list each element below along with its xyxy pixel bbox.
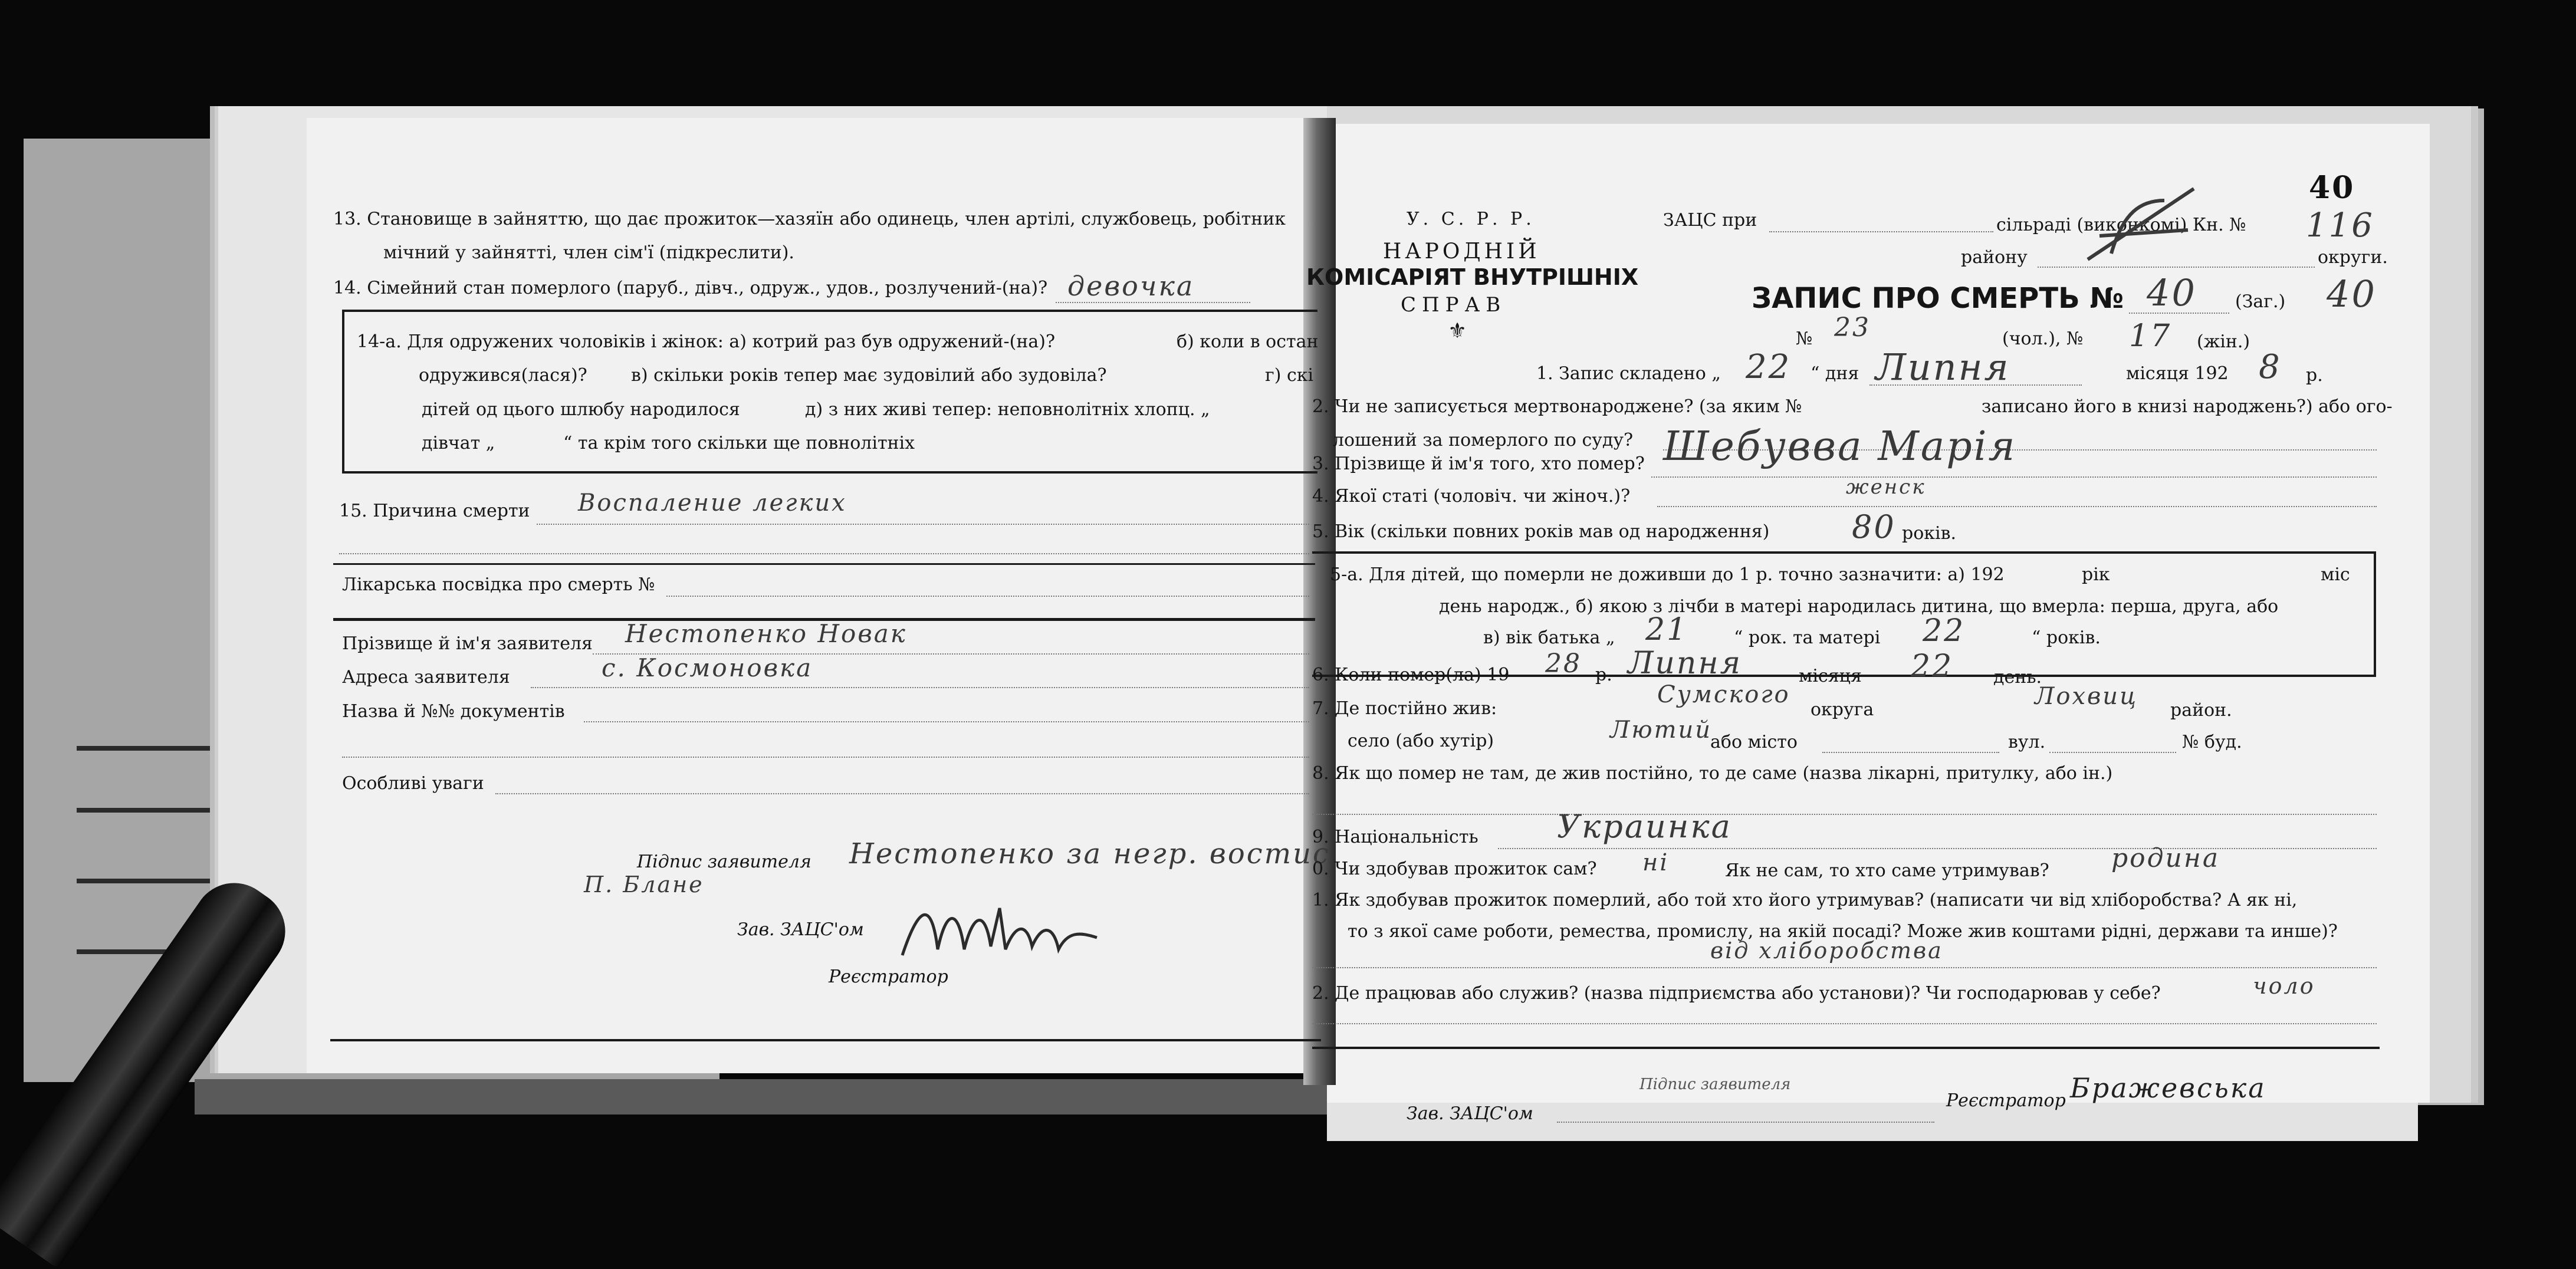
q15-label: 15. Причина смерти <box>339 501 530 521</box>
state-header: У. С. Р. Р. <box>1407 209 1535 229</box>
ministry-line2: КОМІСАРІЯТ ВНУТРІШНІХ <box>1306 264 1639 290</box>
zhin-value: 17 <box>2129 318 2172 354</box>
q1-month-label: місяця 192 <box>2126 363 2229 384</box>
q7-okrug-label: округа <box>1811 699 1874 720</box>
q5a-line3b: “ рок. та матері <box>1734 627 1881 648</box>
q2-line1: 2. Чи не записується мертвонароджене? (за яким № <box>1312 396 1802 417</box>
registrar-label: Реєстратор <box>829 966 948 987</box>
q14a-line1b: б) коли в остан <box>1177 331 1319 352</box>
book-number: 116 <box>2306 206 2374 245</box>
q8-label: 8. Як що помер не там, де жив постійно, то де саме (назва лікарні, притулку, або ін.) <box>1312 763 2113 784</box>
q7-rayon-label: район. <box>2170 700 2232 721</box>
q7b-street-label: вул. <box>2008 732 2046 752</box>
zag-value: 40 <box>2327 272 2377 315</box>
ministry-line1: НАРОДНІЙ <box>1383 239 1540 264</box>
q14a-line4: дівчат „ <box>422 433 495 453</box>
ministry-line3: СПРАВ <box>1401 293 1507 317</box>
q5-suffix: років. <box>1902 523 1957 544</box>
q6-day-label: день. <box>1993 667 2042 688</box>
q1-day-label: “ дня <box>1811 363 1859 384</box>
q11-line1: 1. Як здобував прожиток померлий, або той хто його утримував? (написати чи від хліборобства? А як ні, <box>1312 890 2298 910</box>
q7b-house-label: № буд. <box>2182 732 2242 752</box>
zhin-label: (жін.) <box>2197 331 2250 352</box>
q14a-line2c: г) скі <box>1265 365 1314 386</box>
q14a-line2b: в) скільки років тепер має зудовілий або зудовіла? <box>631 365 1107 386</box>
q7-rayon-value: Лохвиц <box>2035 683 2138 710</box>
applicant-name-value: Нестопенко Новак <box>625 619 907 648</box>
q7b-label: село (або хутір) <box>1348 731 1494 751</box>
q5a-mother: 22 <box>1923 613 1966 649</box>
chol-label: (чол.), № <box>2002 328 2084 349</box>
q6-year: 28 <box>1545 649 1582 679</box>
q14-label: 14. Сімейний стан померлого (паруб., дівч., одруж., удов., розлучений-(на)? <box>333 278 1048 298</box>
sign-applicant-label: Підпис заявителя <box>637 852 811 872</box>
chol-value: 23 <box>1834 313 1871 343</box>
record-title: ЗАПИС ПРО СМЕРТЬ № <box>1752 282 2124 315</box>
applicant-addr-value: с. Космоновка <box>602 653 813 682</box>
q6-year-suffix: р. <box>1595 665 1612 685</box>
zag-label: (Заг.) <box>2235 291 2286 312</box>
q4-label: 4. Якої статі (чоловіч. чи жіноч.)? <box>1312 486 1631 507</box>
selrada-label: сільраді (виконкомі) Кн. № <box>1996 215 2246 235</box>
record-number: 40 <box>2147 271 2197 314</box>
sign-witness: П. Блане <box>584 872 704 897</box>
documents-label: Назва й №№ документів <box>342 701 565 722</box>
q6-month: Липня <box>1628 646 1743 681</box>
okrug-label: округи. <box>2318 247 2388 268</box>
q5a-line1c: міс <box>2321 564 2350 585</box>
q12-value: чоло <box>2253 973 2315 999</box>
q5a-line3: в) вік батька „ <box>1483 627 1615 648</box>
q5a-line3c: “ років. <box>2032 627 2101 648</box>
cover-edge <box>195 1079 1421 1115</box>
q14a-line1: 14-а. Для одружених чоловіків і жінок: а) котрий раз був одружений-(на)? <box>357 331 1056 352</box>
q9-label: 9. Національність <box>1312 827 1478 847</box>
head-label: Зав. ЗАЦС'ом <box>737 919 864 940</box>
q6-month-label: місяця <box>1799 666 1862 686</box>
q2-line2: лошений за померлого по суду? <box>1333 430 1634 451</box>
q7-okrug-value: Сумского <box>1657 681 1790 708</box>
q5-value: 80 <box>1852 508 1896 545</box>
q12-label: 2. Де працював або служив? (назва підприємства або установи)? Чи господарював у себе? <box>1312 983 2161 1004</box>
q14a-line3b: д) з них живі тепер: неповнолітніх хлопц. „ <box>805 399 1210 420</box>
bottom-registrar-label: Реєстратор <box>1946 1090 2066 1111</box>
crossed-number-mark <box>2076 177 2206 271</box>
q1-year-suffix: р. <box>2306 365 2323 386</box>
q3-value: Шебувва Марія <box>1663 423 2017 470</box>
q13-line1: 13. Становище в зайняттю, що дає прожиток—хазяїн або одинець, член артілі, службовець, робітник <box>333 209 1286 229</box>
bottom-head-label: Зав. ЗАЦС'ом <box>1407 1103 1533 1124</box>
applicant-addr-label: Адреса заявителя <box>342 667 510 688</box>
q10-label: 0. Чи здобував прожиток сам? <box>1312 859 1597 879</box>
q14a-line3: дітей од цього шлюбу народилося <box>422 399 740 420</box>
q1-month: Липня <box>1875 346 2010 389</box>
bottom-registrar-sign: Бражевська <box>2070 1072 2266 1104</box>
bottom-under-label: Підпис заявителя <box>1639 1076 1791 1093</box>
q4-value: женск <box>1846 475 1926 499</box>
q14a-line2: одружився(лася)? <box>419 365 587 386</box>
q5-label: 5. Вік (скільки повних років мав од народження) <box>1312 521 1770 542</box>
q14-value: девочка <box>1067 270 1195 302</box>
emblem-icon: ⚜ <box>1448 319 1467 343</box>
q7b-city-label: або місто <box>1710 732 1798 752</box>
q1-year: 8 <box>2259 348 2282 386</box>
q10-value: ні <box>1642 849 1670 876</box>
q14a-line4b: “ та крім того скільки ще повнолітніх <box>563 433 915 453</box>
q7b-value: Лютий <box>1610 716 1713 744</box>
q5a-father: 21 <box>1645 612 1688 647</box>
q5a-line1: 5-а. Для дітей, що померли не доживши до 1 р. точно зазначити: а) 192 <box>1330 564 2005 585</box>
q10b-value: родина <box>2111 843 2220 873</box>
chol-prefix: № <box>1796 328 1813 349</box>
q6-day: 22 <box>1911 649 1954 684</box>
q2-line1b: записано його в книзі народжень?) або ого- <box>1982 396 2393 417</box>
sign-applicant-value: Нестопенко за негр. востис <box>849 837 1330 870</box>
q1-day: 22 <box>1746 348 1792 386</box>
zags-label: ЗАЦС при <box>1663 210 1757 231</box>
q1-label: 1. Запис складено „ <box>1536 363 1721 384</box>
q11-value: від хліборобства <box>1710 938 1943 964</box>
q5a-line1b: рік <box>2082 564 2110 585</box>
q9-value: Украинка <box>1557 808 1732 845</box>
page-number: 40 <box>2309 170 2355 206</box>
rayon-label: району <box>1961 247 2028 268</box>
notes-label: Особливі уваги <box>342 773 484 794</box>
q10b-label: Як не сам, то хто саме утримував? <box>1725 860 2049 881</box>
q7-label: 7. Де постійно жив: <box>1312 698 1497 719</box>
q11-line2: то з якої саме роботи, ремества, промислу, на якій посаді? Може жив коштами рідні, держави та инше)? <box>1348 921 2338 942</box>
q6-label: 6. Коли помер(ла) 19 <box>1312 665 1510 685</box>
q5a-line2: день народж., б) якою з лічби в матері народилась дитина, що вмерла: перша, друга, або <box>1439 596 2279 617</box>
q3-label: 3. Прізвище й ім'я того, хто помер? <box>1312 453 1645 474</box>
q15-value: Воспаление легких <box>578 489 847 517</box>
applicant-name-label: Прізвище й ім'я заявителя <box>342 633 593 654</box>
cert-label: Лікарська посвідка про смерть № <box>342 574 655 595</box>
q13-line2: мічний у зайнятті, член сім'ї (підкреслити). <box>383 242 794 263</box>
head-signature <box>896 890 1109 973</box>
